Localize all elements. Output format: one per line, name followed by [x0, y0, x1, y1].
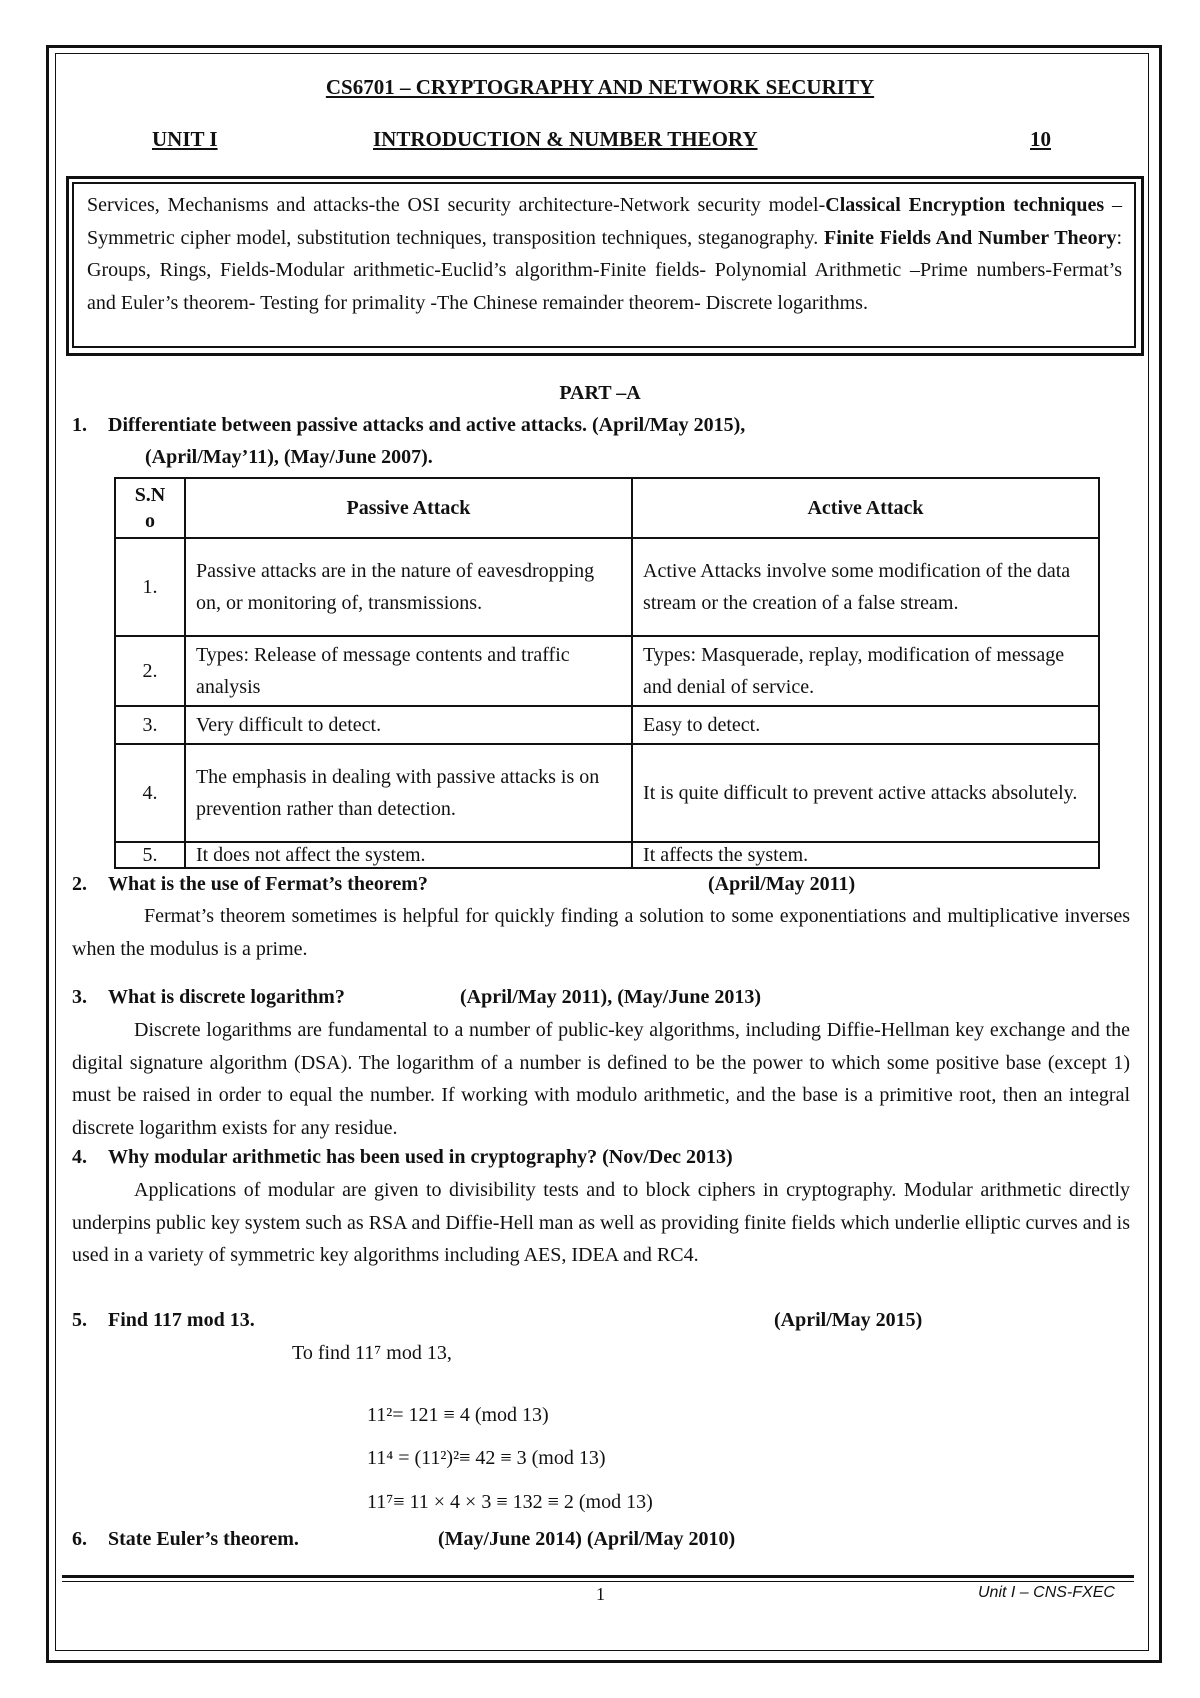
answer-2: Fermat’s theorem sometimes is helpful for quickly finding a solution to some exponentiations and multiplicative inverses when the modulus is a prime. [72, 905, 1130, 960]
cell-sno: 5. [115, 842, 185, 868]
question-number: 3. [72, 986, 87, 1008]
answer-5-intro: To find 11⁷ mod 13, [292, 1342, 452, 1364]
cell-active: Easy to detect. [632, 706, 1099, 744]
attack-comparison-table [114, 477, 1100, 869]
syllabus-bold-1: Classical Encryption techniques [825, 194, 1105, 216]
col-header-sno-text: S.N o [134, 484, 166, 532]
table-row [115, 538, 1099, 636]
syllabus-bold-2: Finite Fields And Number Theory [824, 226, 1117, 249]
footer-label: Unit I – CNS-FXEC [978, 1584, 1115, 1601]
course-title: CS6701 – CRYPTOGRAPHY AND NETWORK SECURITY [325, 75, 875, 99]
question-text: Find 117 mod 13. [108, 1309, 255, 1331]
table-header-row [115, 478, 1099, 538]
cell-sno: 1. [115, 538, 185, 636]
answer-5-line-2: 11⁴ = (11²)²≡ 42 ≡ 3 (mod 13) [367, 1447, 606, 1469]
question-5-source: (April/May 2015) [774, 1309, 923, 1331]
syllabus-part-3: : Groups, Rings, Fields-Modular arithmetic-Euclid’s algorithm-Finite fields- Polynomial Arithmetic –Prime numbers-Fermat’s and Euler’s theorem- Testing for primality -The Chinese remainder theorem- Discrete logarithms. [87, 226, 1122, 314]
page-number: 1 [596, 1584, 605, 1604]
table-row [115, 744, 1099, 842]
answer-3: Discrete logarithms are fundamental to a number of public-key algorithms, including Diffie-Hellman key exchange and the digital signature algorithm (DSA). The logarithm of a number is defined to be the power to which some positive base (except 1) must be raised in order to equal the number. If working with modulo arithmetic, and the base is a primitive root, then an integral discrete logarithm exists for any residue. [72, 1019, 1130, 1139]
question-text: Differentiate between passive attacks and active attacks. (April/May 2015), [108, 414, 746, 436]
cell-sno: 4. [115, 744, 185, 842]
question-text-cont: (April/May’11), (May/June 2007). [145, 446, 433, 468]
question-text: Why modular arithmetic has been used in cryptography? (Nov/Dec 2013) [108, 1146, 733, 1168]
cell-sno: 2. [115, 636, 185, 706]
syllabus-part-1: Services, Mechanisms and attacks-the OSI security architecture-Network security model- [87, 194, 826, 216]
question-text: What is discrete logarithm? [108, 986, 345, 1008]
question-number: 4. [72, 1146, 87, 1168]
cell-passive: Passive attacks are in the nature of eavesdropping on, or monitoring of, transmissions. [185, 538, 632, 636]
table-row [115, 706, 1099, 744]
col-header-passive: Passive Attack [185, 478, 632, 538]
cell-passive: The emphasis in dealing with passive attacks is on prevention rather than detection. [185, 744, 632, 842]
unit-title: INTRODUCTION & NUMBER THEORY [373, 127, 758, 151]
table-row [115, 636, 1099, 706]
cell-sno: 3. [115, 706, 185, 744]
footer-rule [62, 1575, 1134, 1578]
question-number: 1. [72, 414, 87, 436]
answer-5-line-3: 11⁷≡ 11 × 4 × 3 ≡ 132 ≡ 2 (mod 13) [367, 1491, 653, 1513]
cell-active: It affects the system. [632, 842, 1099, 868]
question-number: 2. [72, 873, 87, 895]
answer-4: Applications of modular are given to divisibility tests and to block ciphers in cryptography. Modular arithmetic directly underpins public key system such as RSA and Diffie-Hell man as well as providing finite fields which underlie elliptic curves and is used in a variety of symmetric key algorithms including AES, IDEA and RC4. [72, 1179, 1130, 1266]
cell-active: Types: Masquerade, replay, modification of message and denial of service. [632, 636, 1099, 706]
question-3-source: (April/May 2011), (May/June 2013) [460, 986, 762, 1008]
unit-hours: 10 [1030, 127, 1051, 151]
syllabus-text [87, 189, 1122, 319]
part-a-heading: PART –A [559, 382, 641, 404]
footer-rule-thin [62, 1581, 1134, 1582]
question-6-source: (May/June 2014) (April/May 2010) [438, 1528, 736, 1550]
unit-label: UNIT I [152, 127, 218, 151]
col-header-sno [115, 478, 185, 538]
question-2-source: (April/May 2011) [708, 873, 856, 895]
question-text: State Euler’s theorem. [108, 1528, 299, 1550]
cell-passive: It does not affect the system. [185, 842, 632, 868]
syllabus-part-2: – Symmetric cipher model, substitution techniques, transposition techniques, steganography. [87, 194, 1123, 249]
table-row [115, 842, 1099, 868]
cell-active: Active Attacks involve some modification of the data stream or the creation of a false stream. [632, 538, 1099, 636]
question-1-sources [145, 446, 433, 469]
question-text: What is the use of Fermat’s theorem? [108, 873, 428, 895]
cell-active: It is quite difficult to prevent active attacks absolutely. [632, 744, 1099, 842]
col-header-active: Active Attack [632, 478, 1099, 538]
cell-passive: Types: Release of message contents and traffic analysis [185, 636, 632, 706]
question-number: 6. [72, 1528, 87, 1550]
cell-passive: Very difficult to detect. [185, 706, 632, 744]
answer-5-line-1: 11²= 121 ≡ 4 (mod 13) [367, 1404, 549, 1426]
question-number: 5. [72, 1309, 87, 1331]
